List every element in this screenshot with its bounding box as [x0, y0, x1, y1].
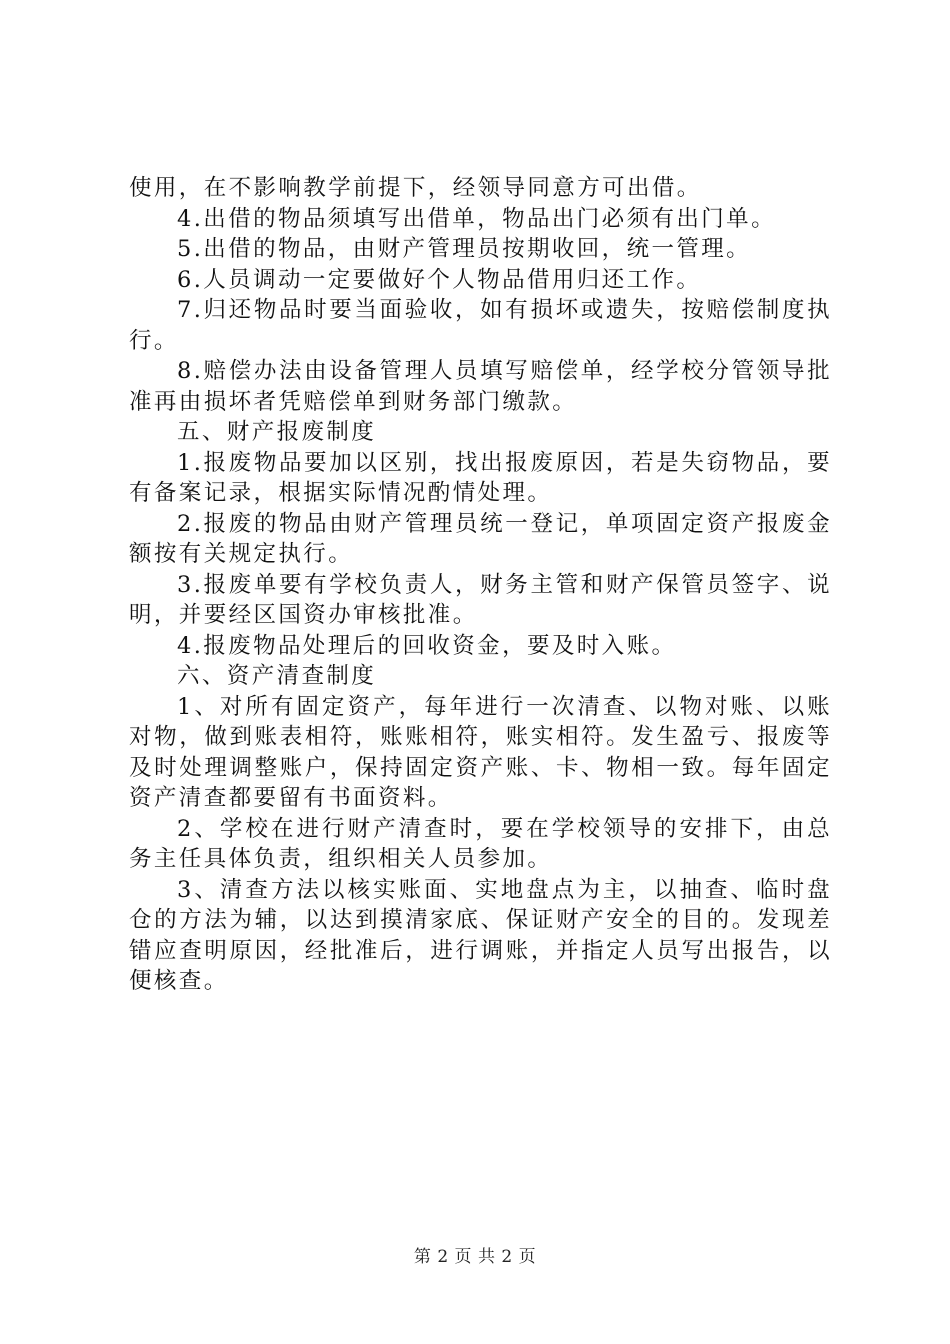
paragraph: 4.出借的物品须填写出借单，物品出门必须有出门单。 — [177, 205, 776, 232]
paragraph: 1、对所有固定资产，每年进行一次清查、以物对账、以账对物，做到账表相符，账账相符，账实相符。发生盈亏、报废等及时处理调整账户，保持固定资产账、卡、物相一致。每年固定资产清查都要留有书面资料。 — [129, 693, 832, 811]
paragraph: 使用，在不影响教学前提下，经领导同意方可出借。 — [129, 175, 702, 201]
paragraph: 6.人员调动一定要做好个人物品借用归还工作。 — [177, 266, 702, 293]
paragraph: 2、学校在进行财产清查时，要在学校领导的安排下，由总务主任具体负责，组织相关人员参加。 — [129, 815, 832, 872]
paragraph: 4.报废物品处理后的回收资金，要及时入账。 — [177, 632, 677, 659]
paragraph: 3.报废单要有学校负责人，财务主管和财产保管员签字、说明，并要经区国资办审核批准。 — [129, 571, 832, 628]
page-footer: 第 2 页 共 2 页 — [413, 1247, 537, 1267]
paragraph: 1.报废物品要加以区别，找出报废原因，若是失窃物品，要有备案记录，根据实际情况酌情处理。 — [129, 449, 832, 506]
paragraph: 7.归还物品时要当面验收，如有损坏或遗失，按赔偿制度执行。 — [129, 297, 832, 354]
document-body — [129, 173, 832, 997]
paragraph: 5.出借的物品，由财产管理员按期收回，统一管理。 — [177, 236, 752, 262]
paragraph: 8.赔偿办法由设备管理人员填写赔偿单，经学校分管领导批准再由损坏者凭赔偿单到财务部门缴款。 — [129, 358, 832, 415]
paragraph: 3、清查方法以核实账面、实地盘点为主，以抽查、临时盘仓的方法为辅，以达到摸清家底、保证财产安全的目的。发现差错应查明原因，经批准后，进行调账，并指定人员写出报告，以便核查。 — [129, 876, 832, 994]
paragraph: 六、资产清查制度 — [177, 663, 377, 689]
paragraph: 2.报废的物品由财产管理员统一登记，单项固定资产报废金额按有关规定执行。 — [129, 510, 832, 567]
paragraph: 五、财产报废制度 — [177, 419, 377, 445]
